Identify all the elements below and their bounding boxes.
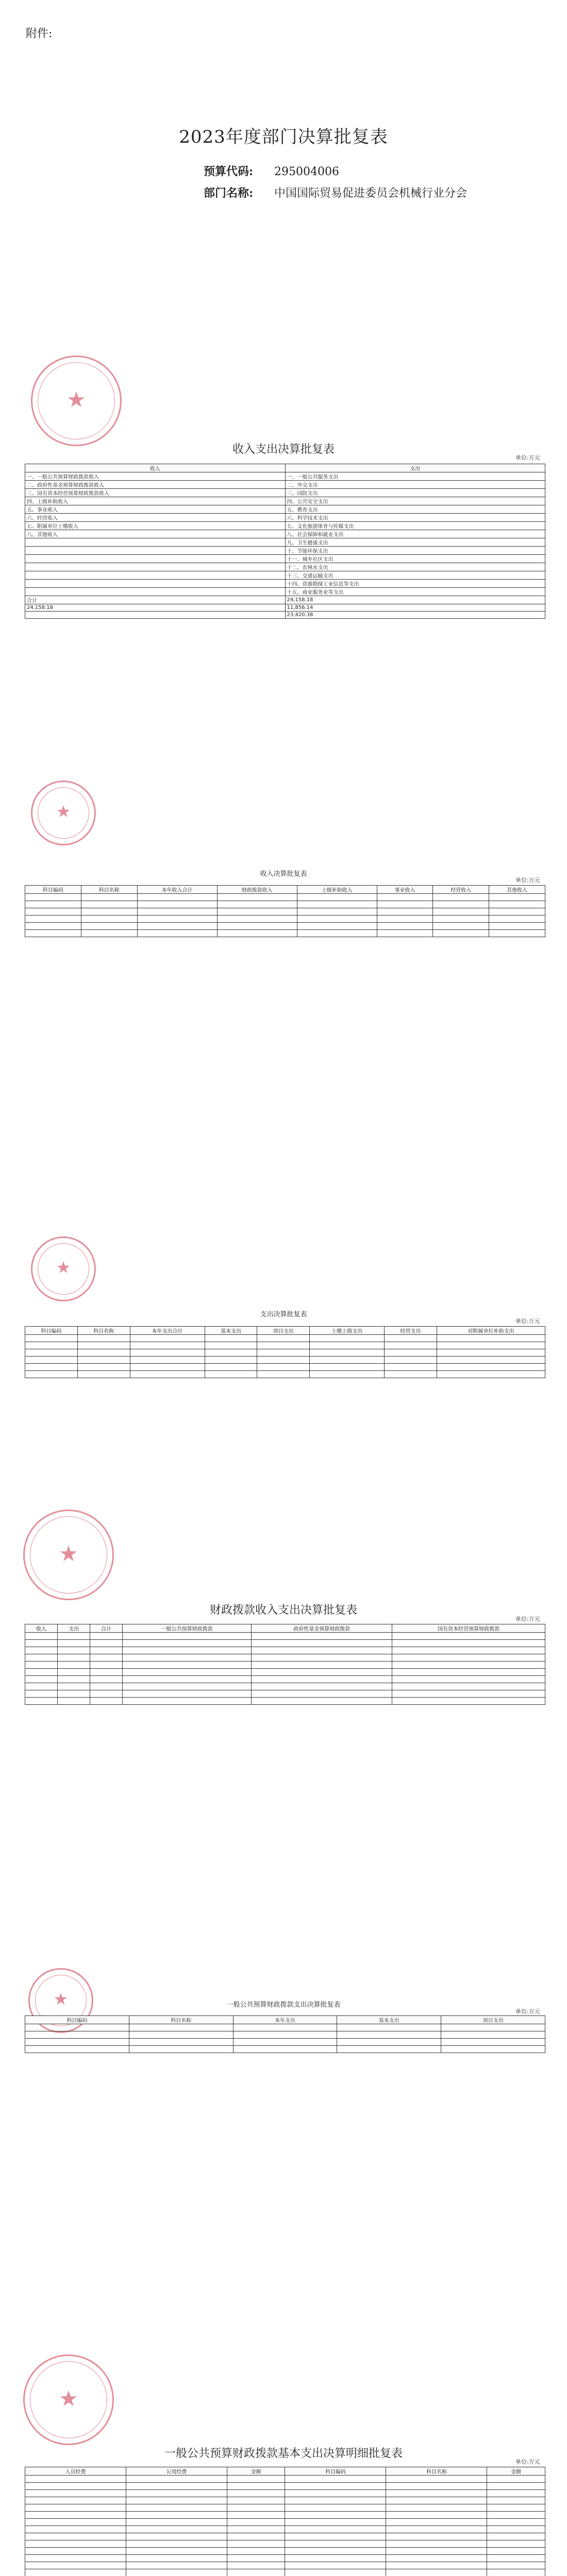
t1-exp: 二、外交支出 (285, 481, 545, 489)
budget-code-label: 预算代码: (204, 165, 254, 178)
attachment-label: 附件: (26, 27, 53, 40)
t6-unit: 单位:万元 (515, 2459, 540, 2465)
page-title: 2023年度部门决算批复表 (179, 127, 388, 147)
t1-row: 四、上级补助收入 (25, 497, 286, 505)
t1-exp: 四、公共安全支出 (285, 497, 545, 505)
t2-title: 收入决算批复表 (260, 870, 307, 878)
t3-title: 支出决算批复表 (260, 1311, 307, 1318)
official-seal: ★ (23, 2354, 114, 2445)
t1-row: 一、一般公共预算财政拨款收入 (25, 472, 286, 481)
t1-exp: 五、教育支出 (285, 505, 545, 514)
dept-row (204, 184, 467, 200)
t5-title: 一般公共预算财政拨款支出决算批复表 (226, 2001, 341, 2009)
t1-exp: 一、一般公共服务支出 (285, 472, 545, 481)
t1-row: 六、经营收入 (25, 514, 286, 522)
t1-title: 收入支出决算批复表 (232, 443, 335, 456)
t3-table: 科目编码 科目名称 本年支出合计 基本支出 项目支出 上缴上级支出 经营支出 对附属单位补助支出 (25, 1326, 545, 1378)
t1-exp: 六、科学技术支出 (285, 514, 545, 522)
dept-name-value: 中国国际贸易促进委员会机械行业分会 (274, 187, 468, 200)
t1-exp: 十四、资源勘探工业信息等支出 (285, 580, 545, 588)
official-seal: ★ (31, 1236, 96, 1301)
t1-row: 三、国有资本经营预算财政拨款收入 (25, 489, 286, 497)
t1-val: 24,158.18 (25, 604, 286, 612)
dept-name-label: 部门名称: (204, 187, 254, 200)
t4-unit: 单位:万元 (515, 1616, 540, 1622)
t1-row: 七、附属单位上缴收入 (25, 522, 286, 530)
t1-exp: 十二、农林水支出 (285, 563, 545, 571)
t1-exp: 十三、交通运输支出 (285, 571, 545, 580)
t1-table: 收入 支出 一、一般公共预算财政拨款收入 一、一般公共服务支出 二、政府性基金预算财政拨款收入 二、外交支出 三、国有资本经营预算财政拨款收入 三、国防支出 四、上级补助收入 四、公共安全支出 五、事业收入 五、教育支出 六、经营收入 六、科学技术支出 七、附属单位上缴收入 七、文化旅游体育与传媒支出 八、其他收入 八、社会保障和就业支出 九、卫生健康支出 十、节能环保支出 十一、城乡社区支出 十二、农林水支出 十三、交通运输支出 十四、资源勘探工业信息等支出 十五、商业服务业等支出 合计 24,158.18 24,158.18 11,856.14 23,420.38 (25, 464, 545, 619)
t1-exp: 九、卫生健康支出 (285, 538, 545, 547)
t2-unit: 单位:万元 (515, 877, 540, 884)
t4-table: 收入 支出 合计 一般公共预算财政拨款 政府性基金预算财政拨款 国有资本经营预算财政拨款 (25, 1624, 545, 1705)
t6-table: 人员经费 公用经费 金额 科目编码 科目名称 金额 (25, 2467, 545, 2576)
t1-exp: 八、社会保障和就业支出 (285, 530, 545, 538)
official-seal: ★ (23, 1510, 114, 1600)
t5-unit: 单位:万元 (515, 2008, 540, 2015)
t1-exp: 七、文化旅游体育与传媒支出 (285, 522, 545, 530)
t3-unit: 单位:万元 (515, 1318, 540, 1325)
t2-table: 科目编码 科目名称 本年收入合计 财政拨款收入 上级补助收入 事业收入 经营收入 其他收入 (25, 885, 545, 937)
t1-total: 24,158.18 (285, 596, 545, 604)
t1-exp: 三、国防支出 (285, 489, 545, 497)
t1-row: 二、政府性基金预算财政拨款收入 (25, 481, 286, 489)
t5-table: 科目编码 科目名称 本年支出 基本支出 项目支出 (25, 2015, 545, 2053)
official-seal: ★ (31, 781, 96, 845)
t1-val: 11,856.14 (285, 604, 545, 612)
t1-exp: 十、节能环保支出 (285, 547, 545, 555)
budget-code-row (204, 163, 339, 179)
t4-title: 财政拨款收入支出决算批复表 (209, 1604, 357, 1617)
t1-row: 五、事业收入 (25, 505, 286, 514)
t1-exp: 十五、商业服务业等支出 (285, 588, 545, 596)
t1-val: 23,420.38 (285, 612, 545, 619)
t6-title: 一般公共预算财政拨款基本支出决算明细批复表 (164, 2447, 403, 2460)
t1-unit: 单位:万元 (515, 454, 540, 461)
official-seal: ★ (28, 1968, 93, 2033)
t1-total-label: 合计 (25, 596, 286, 604)
t1-exp: 十一、城乡社区支出 (285, 555, 545, 563)
t1-row: 八、其他收入 (25, 530, 286, 538)
budget-code-value: 295004006 (274, 165, 339, 178)
official-seal: ★ (31, 355, 122, 446)
